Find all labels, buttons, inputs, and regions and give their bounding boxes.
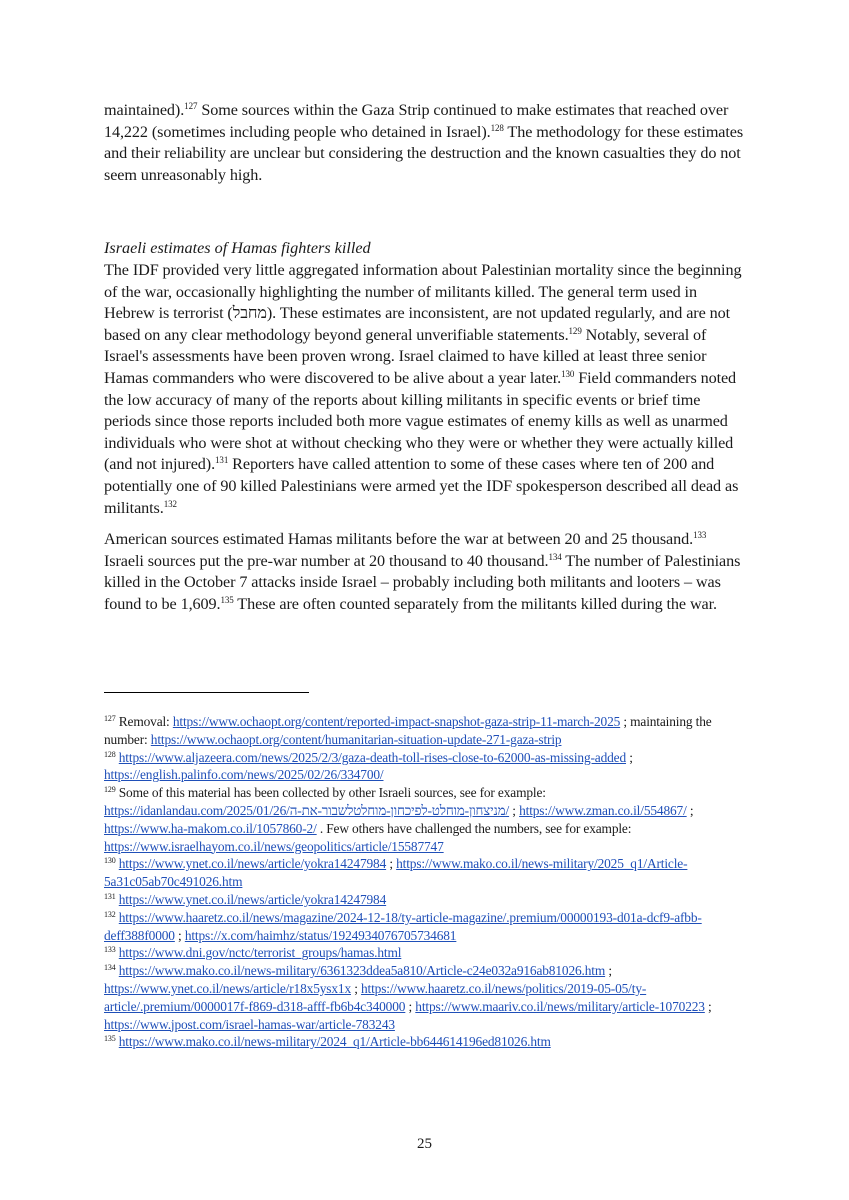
text: Some sources within the Gaza Strip continued to make estimates that reached over 14,222 (sometimes including people who detained in Israel). — [104, 101, 729, 141]
footnote-separator — [104, 692, 309, 693]
footnote-ref-130[interactable]: 130 — [561, 368, 575, 379]
footnote-127 — [104, 713, 744, 749]
footnote-129 — [104, 784, 744, 855]
footnote-link[interactable]: https://www.ynet.co.il/news/article/yokra14247984 — [118, 856, 387, 872]
footnote-link[interactable]: https://www.haaretz.co.il/news/magazine/2024-12-18/ty-article-magazine/.premium/00000193-d01a-dcf9-afbb-deff388f0000 — [104, 909, 702, 943]
footnote-number: 127 — [104, 714, 116, 723]
text: The methodology for these estimates and their reliability are unclear but considering the destruction and the known casualties they do not seem unreasonably high. — [104, 122, 744, 184]
footnote-link[interactable]: https://www.ynet.co.il/news/article/yokra14247984 — [118, 891, 387, 907]
page-body — [104, 100, 744, 615]
text: ; — [704, 998, 712, 1014]
text: maintained). — [104, 101, 185, 119]
footnote-link[interactable]: https://www.mako.co.il/news-military/2025_q1/Article-5a31c05ab70c491026.htm — [104, 856, 688, 890]
footnote-number: 129 — [104, 785, 116, 795]
footnote-link[interactable]: https://www.ynet.co.il/news/article/r18x5ysx1x — [104, 980, 351, 996]
text: American sources estimated Hamas militants before the war at between 20 and 25 thousand. — [104, 530, 694, 549]
footnotes — [104, 713, 744, 1051]
footnote-133 — [104, 944, 744, 962]
footnote-number: 135 — [104, 1034, 116, 1044]
footnote-link[interactable]: https://www.mako.co.il/news-military/2024_q1/Article-bb644614196ed81026.htm — [118, 1034, 551, 1050]
footnote-134 — [104, 962, 744, 1033]
text: ; — [509, 802, 520, 818]
section-subheading: Israeli estimates of Hamas fighters killed — [104, 239, 371, 258]
text: Reporters have called attention to some of these cases where ten of 200 and potentially one of 90 killed Palestinians were armed yet the IDF spokesperson described all dead as militants. — [104, 455, 739, 517]
footnote-link[interactable]: https://www.dni.gov/nctc/terrorist_groups/hamas.html — [118, 945, 402, 961]
footnote-number: 131 — [104, 891, 116, 901]
footnote-link[interactable]: https://www.ha-makom.co.il/1057860-2/ — [104, 820, 317, 836]
footnote-128 — [104, 749, 744, 785]
footnote-link[interactable]: https://x.com/haimhz/status/1924934076705734681 — [184, 927, 457, 943]
footnote-link[interactable]: https://www.ochaopt.org/content/humanitarian-situation-update-271-gaza-strip — [150, 731, 562, 747]
text: ; — [605, 963, 612, 979]
text: Notably, several of Israel's assessments have been proven wrong. Israel claimed to have killed at least three senior Hamas commanders who were discovered to be alive about a year later. — [104, 325, 707, 387]
footnote-ref-131[interactable]: 131 — [215, 455, 229, 466]
footnote-ref-128[interactable]: 128 — [490, 122, 504, 133]
footnote-135 — [104, 1033, 744, 1051]
footnote-link[interactable]: https://www.jpost.com/israel-hamas-war/article-783243 — [104, 1016, 395, 1032]
footnote-number: 128 — [104, 749, 116, 759]
text: Field commanders noted the low accuracy of many of the reports about killing militants in specific events or brief time periods since those reports included both more vague estimates of enemy kills as well as unarmed individuals who were shot at without checking who they were or whether they were actually killed (and not injured). — [104, 368, 737, 474]
text: ; — [351, 980, 361, 996]
footnote-130 — [104, 855, 744, 891]
footnote-link[interactable]: https://english.palinfo.com/news/2025/02/26/334700/ — [104, 767, 384, 783]
footnote-ref-132[interactable]: 132 — [163, 498, 177, 509]
footnote-ref-134[interactable]: 134 — [548, 551, 562, 562]
text: Removal: — [115, 714, 173, 729]
footnote-link[interactable]: https://www.haaretz.co.il/news/politics/2019-05-05/ty-article/.premium/0000017f-f869-d318-afff-fb6b4c340000 — [104, 980, 647, 1014]
text: . Few others have challenged the numbers, see for example: — [316, 820, 632, 836]
footnote-ref-133[interactable]: 133 — [693, 530, 707, 541]
text: ; — [174, 927, 185, 943]
footnote-ref-127[interactable]: 127 — [184, 101, 198, 111]
footnote-132 — [104, 909, 744, 945]
footnote-link[interactable]: https://www.maariv.co.il/news/military/article-1070223 — [415, 998, 705, 1014]
footnote-ref-135[interactable]: 135 — [220, 594, 234, 605]
text: The number of Palestinians killed in the October 7 attacks inside Israel – probably including both militants and looters – was found to be 1,609. — [104, 551, 741, 613]
text: ; maintaining the number: — [104, 714, 712, 747]
footnote-131 — [104, 891, 744, 909]
footnote-number: 132 — [104, 909, 116, 919]
footnote-link[interactable]: https://www.mako.co.il/news-military/6361323ddea5a810/Article-c24e032a916ab81026.htm — [118, 963, 606, 979]
footnote-link[interactable]: https://www.ochaopt.org/content/reported-impact-snapshot-gaza-strip-11-march-2025 — [172, 714, 621, 729]
paragraph-idf-estimates — [104, 260, 744, 519]
footnote-link[interactable]: https://idanlandau.com/2025/01/26/מניצחון-מוחלט-לפיכחון-מוחלטלשבור-את-ה/ — [104, 802, 510, 818]
footnote-link[interactable]: https://www.zman.co.il/554867/ — [519, 802, 687, 818]
footnote-link[interactable]: https://www.aljazeera.com/news/2025/2/3/gaza-death-toll-rises-close-to-62000-as-missing-added — [118, 749, 627, 765]
text: ; — [686, 802, 694, 818]
paragraph-mortality-estimates — [104, 100, 744, 186]
text: Some of this material has been collected by other Israeli sources, see for example: — [115, 785, 546, 801]
footnote-number: 130 — [104, 856, 116, 866]
text: These are often counted separately from the militants killed during the war. — [233, 594, 717, 613]
text: ; — [626, 749, 633, 765]
footnote-ref-129[interactable]: 129 — [568, 325, 582, 336]
text: ; — [386, 856, 397, 872]
footnote-number: 134 — [104, 963, 116, 973]
text: ; — [405, 998, 416, 1014]
footnote-link[interactable]: https://www.israelhayom.co.il/news/geopolitics/article/15587747 — [104, 838, 444, 854]
text: Israeli sources put the pre-war number at 20 thousand to 40 thousand. — [104, 551, 549, 570]
paragraph-militant-counts — [104, 529, 744, 615]
footnote-number: 133 — [104, 945, 116, 955]
page-number: 25 — [417, 1136, 432, 1152]
text: The IDF provided very little aggregated information about Palestinian mortality since the beginning of the war, occasionally highlighting the number of militants killed. The general term used in Hebrew is terrorist (מחבל). These estimates are inconsistent, are not updated regularly, and are not based on any clear methodology beyond general unverifiable statements. — [104, 260, 742, 344]
